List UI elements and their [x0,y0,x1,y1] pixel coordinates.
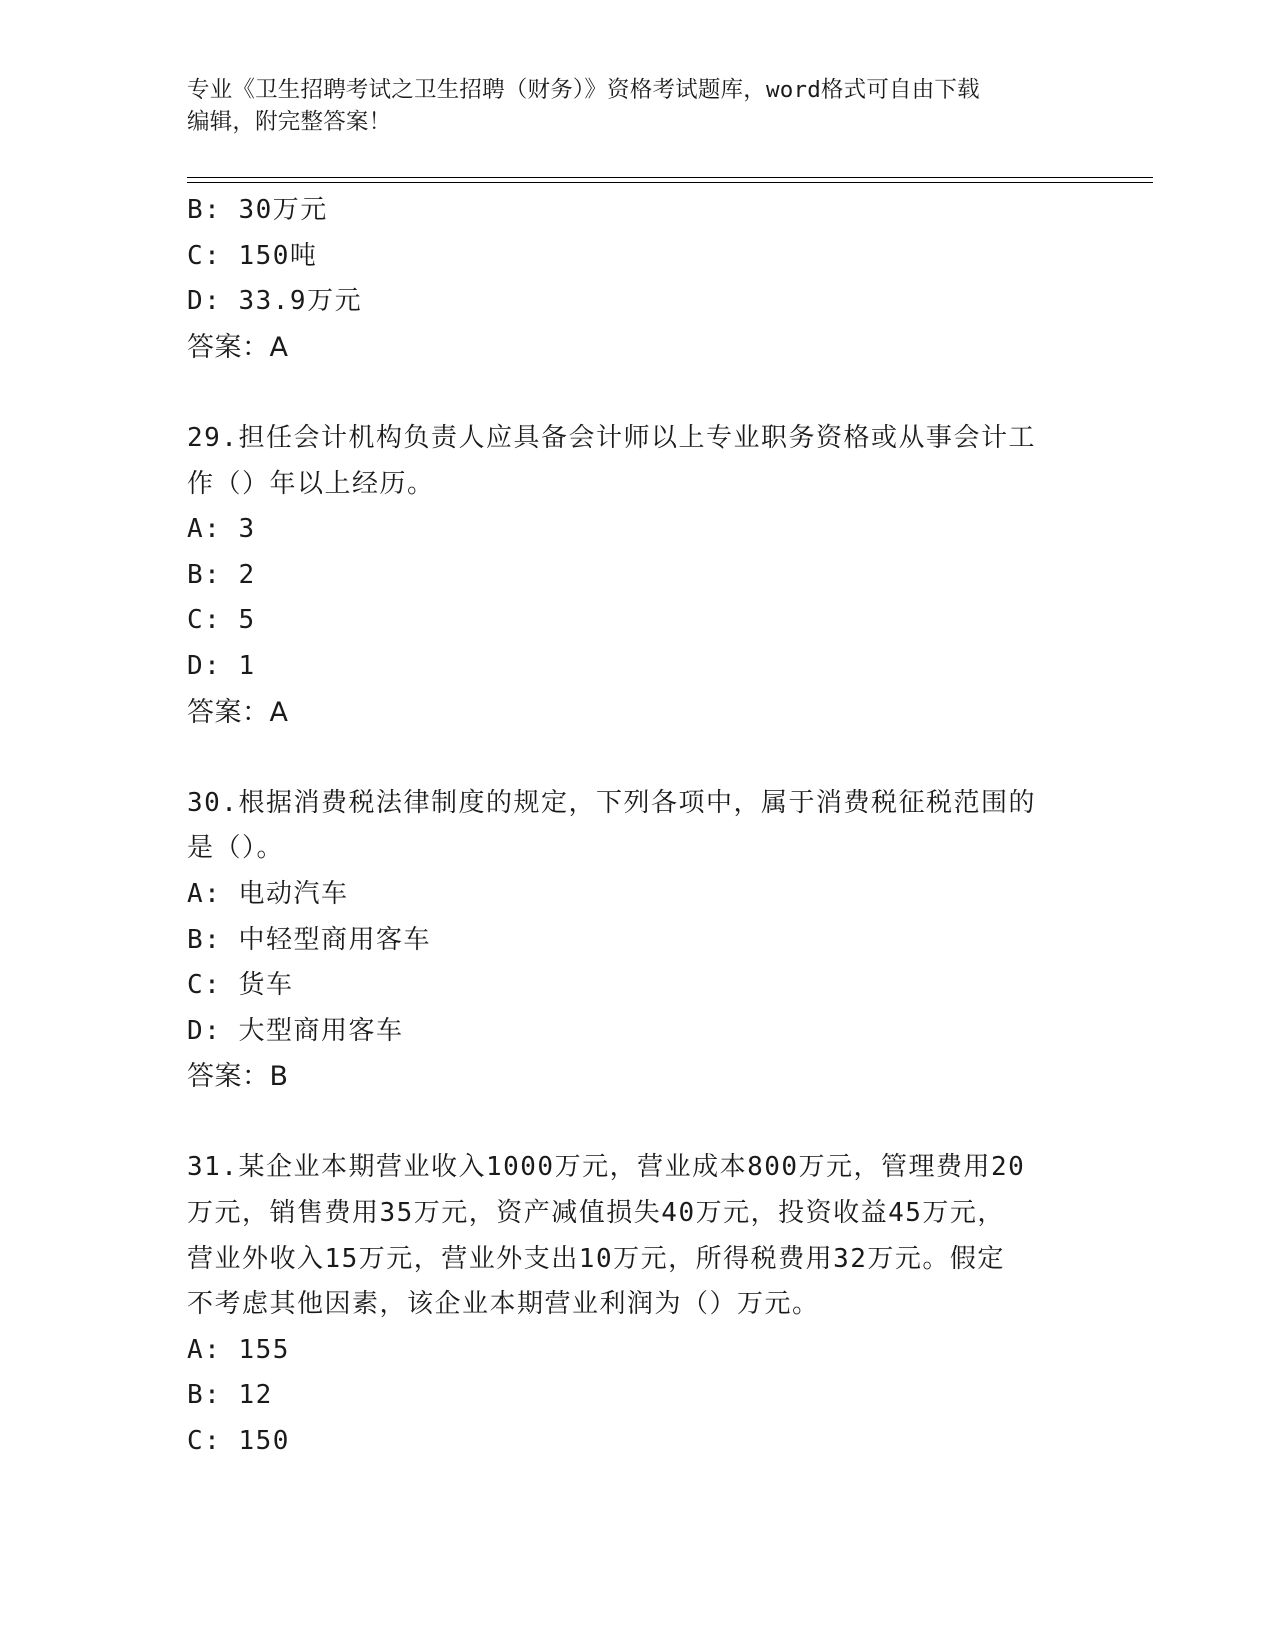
option-b: B: 12 [187,1380,273,1411]
option-c: C: 150吨 [187,240,318,271]
stem-line: 不考虑其他因素，该企业本期营业利润为（）万元。 [187,1289,820,1320]
question-29 [187,416,1087,735]
stem-line: 29.担任会计机构负责人应具备会计师以上专业职务资格或从事会计工 [187,422,1036,453]
option-d: D: 33.9万元 [187,286,363,317]
stem-line: 万元，销售费用35万元，资产减值损失40万元，投资收益45万元， [187,1198,1005,1229]
answer-line: 答案：A [187,696,289,728]
option-a: A: 电动汽车 [187,878,349,909]
answer-line: 答案：B [187,1061,289,1093]
spacer [187,1100,1087,1146]
option-b: B: 中轻型商用客车 [187,924,431,955]
option-d: D: 大型商用客车 [187,1015,404,1046]
option-a: A: 3 [187,514,256,545]
header-divider-top [187,177,1153,178]
question-28-tail [187,188,1087,370]
option-c: C: 5 [187,605,256,636]
header-line-1: 专业《卫生招聘考试之卫生招聘（财务）》资格考试题库，word格式可自由下载 [187,77,980,103]
stem-line: 31.某企业本期营业收入1000万元，营业成本800万元，管理费用20 [187,1152,1026,1183]
answer-line: 答案：A [187,331,289,363]
question-stem [187,1145,1087,1327]
question-stem [187,781,1087,872]
question-list [187,188,1087,1465]
stem-line: 作（）年以上经历。 [187,468,435,499]
option-b: B: 30万元 [187,195,328,225]
option-b: B: 2 [187,559,256,590]
question-stem [187,416,1087,507]
stem-line: 30.根据消费税法律制度的规定，下列各项中，属于消费税征税范围的 [187,787,1036,818]
header-line-2: 编辑，附完整答案！ [187,109,392,135]
header-divider-bottom [187,182,1153,183]
document-header [187,74,1087,138]
option-d: D: 1 [187,650,256,681]
question-31 [187,1145,1087,1464]
spacer [187,370,1087,416]
spacer [187,735,1087,781]
option-c: C: 150 [187,1426,290,1457]
stem-line: 营业外收入15万元，营业外支出10万元，所得税费用32万元。假定 [187,1243,1005,1274]
option-c: C: 货车 [187,970,294,1001]
option-a: A: 155 [187,1334,290,1365]
stem-line: 是（）。 [187,833,285,864]
question-30 [187,781,1087,1100]
